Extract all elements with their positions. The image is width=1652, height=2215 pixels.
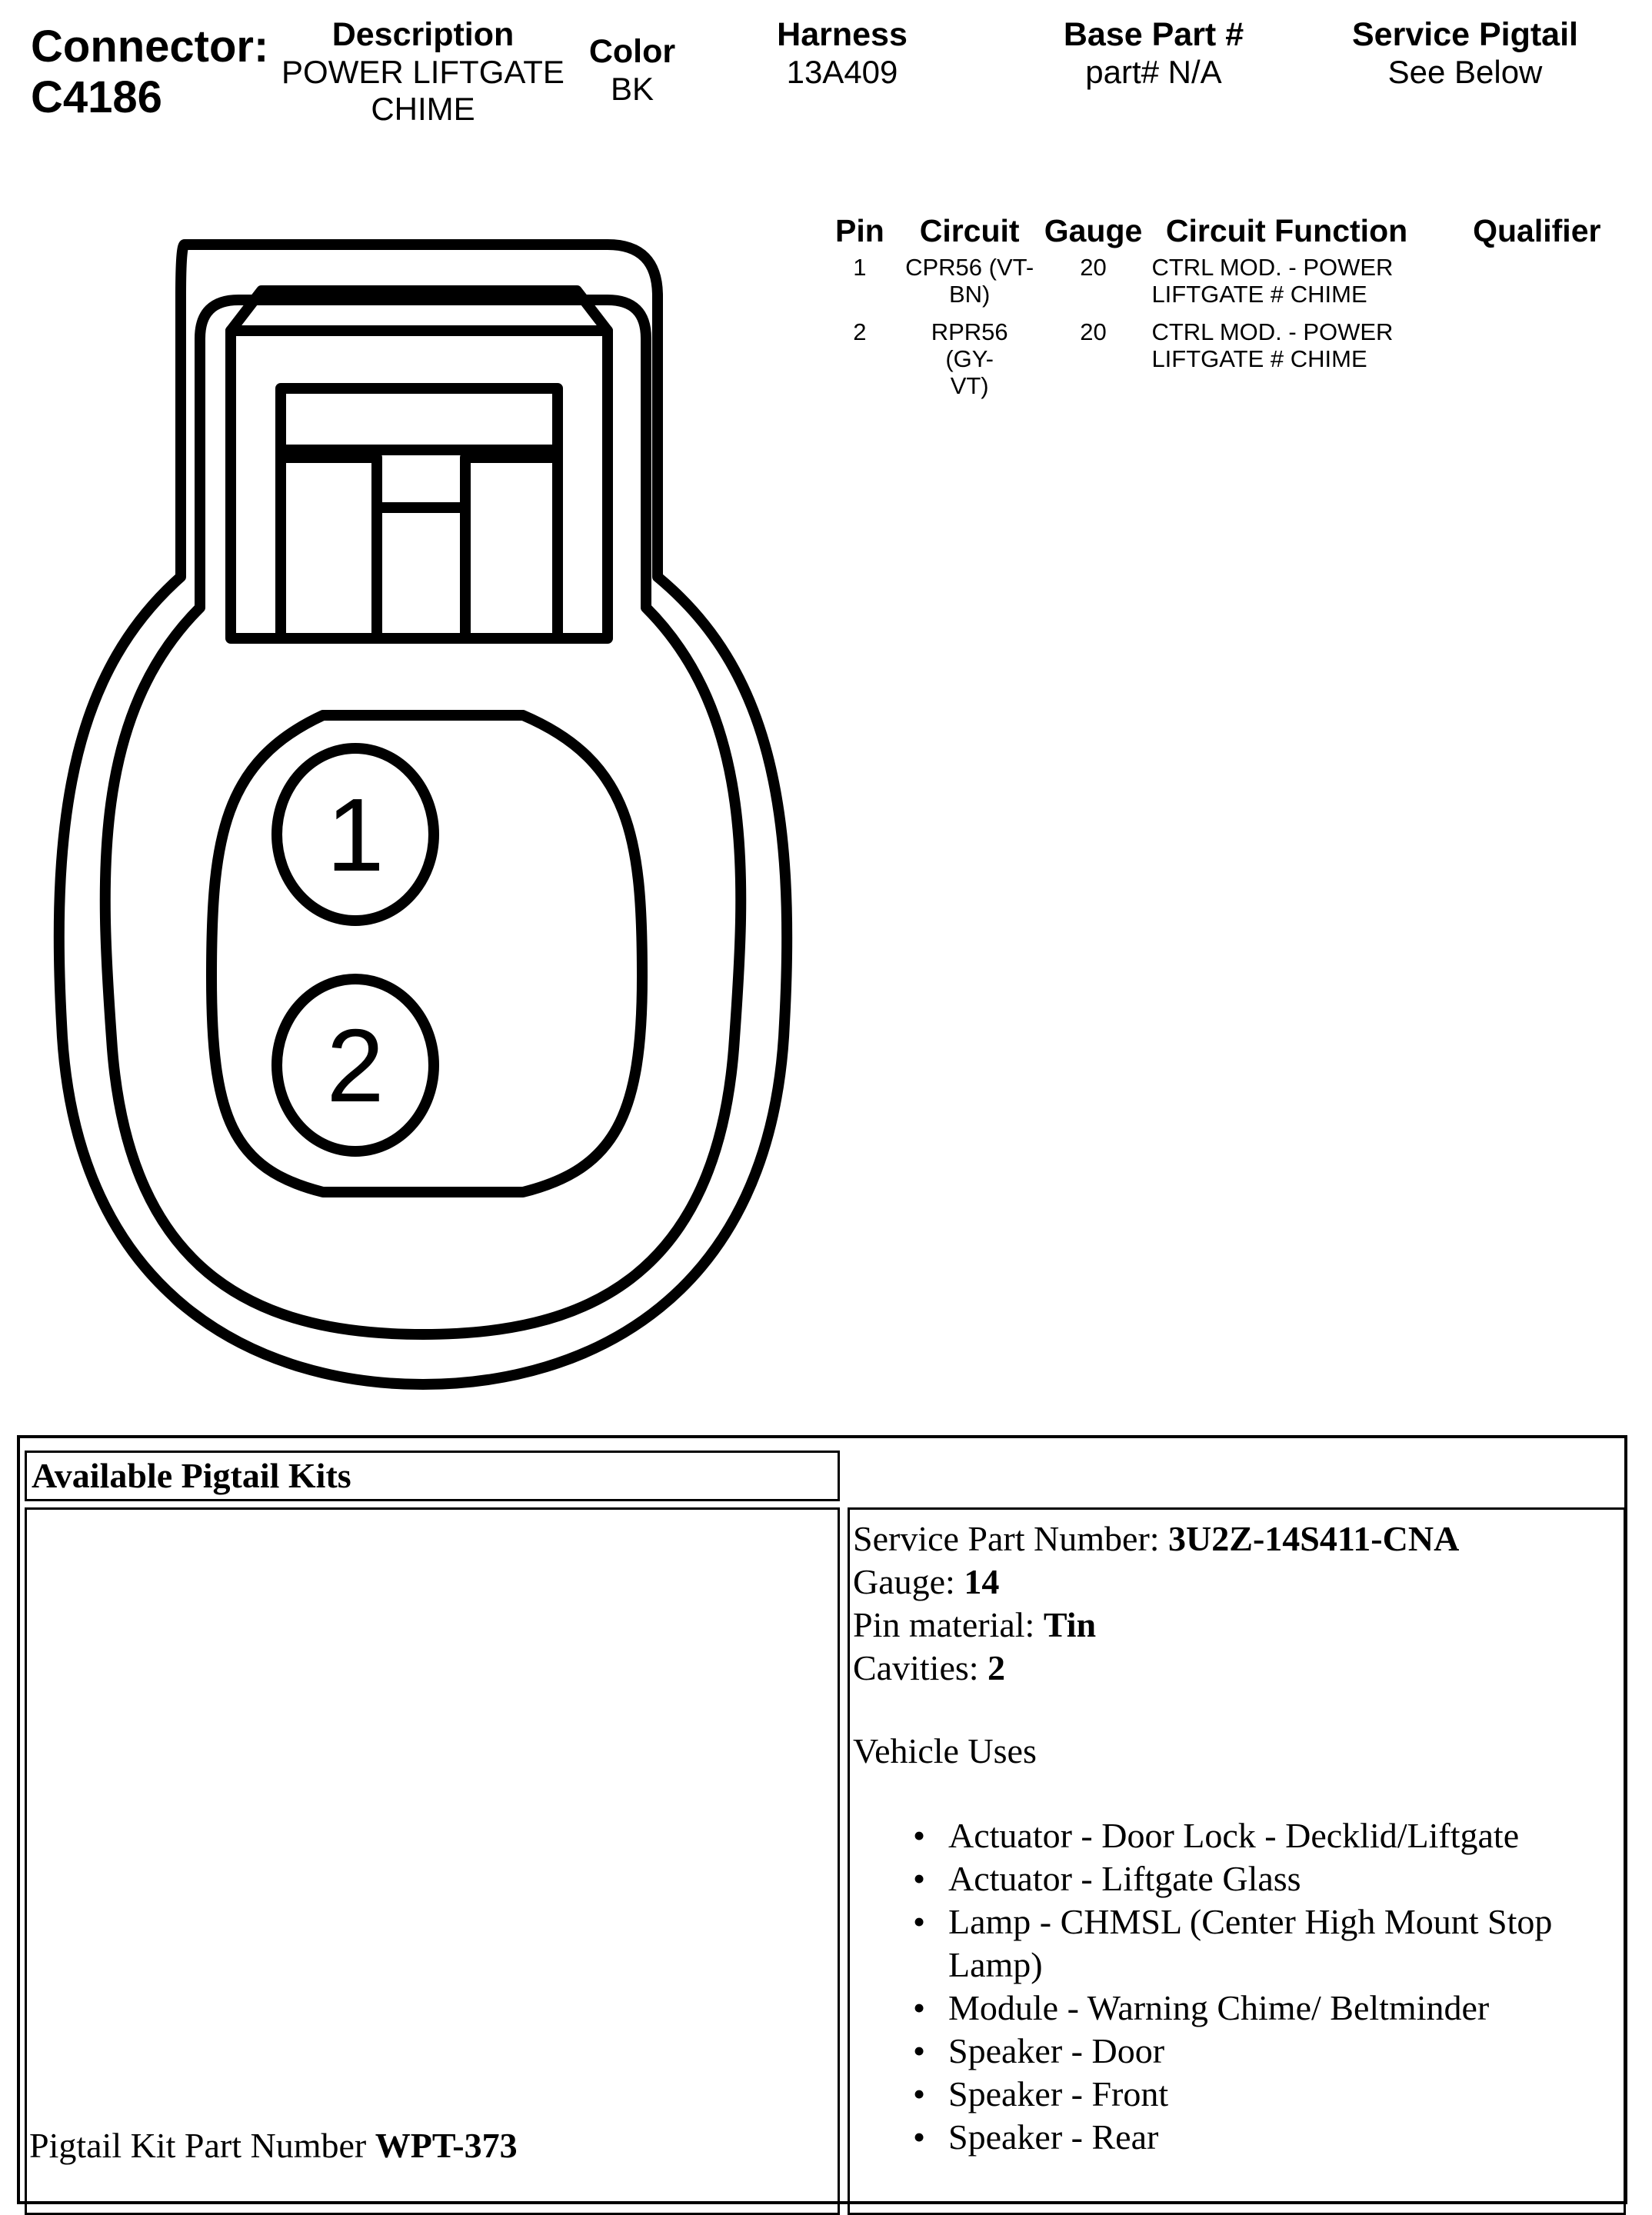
connector-label: Connector:: [31, 22, 269, 72]
pin-material-value: Tin: [1043, 1605, 1097, 1644]
function-line1: CTRL MOD. - POWER: [1151, 318, 1394, 345]
color-value: BK: [610, 71, 654, 107]
harness-value: 13A409: [786, 54, 898, 90]
circuit-cell: [904, 254, 1035, 318]
base-part-label: Base Part #: [1063, 16, 1244, 53]
kit-gauge-label: Gauge:: [853, 1562, 964, 1601]
description-label: Description: [331, 16, 515, 53]
description-value-line1: POWER LIFTGATE: [281, 54, 565, 90]
bullet-icon: •: [913, 1902, 926, 1941]
pin-number: 1: [853, 254, 867, 281]
table-row: [815, 254, 1652, 318]
pin-table-header-row: [815, 208, 1652, 254]
list-item: • Speaker - Front: [948, 2073, 1624, 2116]
latch-body: [231, 331, 608, 638]
service-part-number: [853, 1517, 1624, 1560]
pigtail-kit-image-area: [25, 1507, 840, 2215]
service-pigtail-value: See Below: [1387, 54, 1543, 90]
latch-window-lower: [281, 450, 558, 638]
service-pigtail-label: Service Pigtail: [1352, 16, 1578, 53]
circuit-cell: [904, 318, 1035, 399]
kit-gauge: [853, 1560, 1624, 1604]
circuit-line1: CPR56 (VT-: [905, 254, 1034, 281]
pin-number: 2: [853, 318, 867, 345]
list-item: • Actuator - Door Lock - Decklid/Liftgate: [948, 1814, 1624, 1857]
bullet-icon: •: [913, 1988, 926, 2027]
pin-2-label: 2: [326, 1008, 385, 1124]
color-column: [571, 32, 694, 108]
description-value-line2: CHIME: [371, 91, 475, 127]
connector-drawing: [46, 223, 800, 1400]
base-part-column: [1031, 15, 1277, 91]
function-line2: LIFTGATE # CHIME: [1151, 281, 1367, 308]
bullet-icon: •: [913, 2031, 926, 2070]
list-item: • Actuator - Liftgate Glass: [948, 1857, 1624, 1900]
bullet-icon: •: [913, 2117, 926, 2157]
circuit-line2: VT): [950, 372, 989, 399]
function-line2: LIFTGATE # CHIME: [1151, 345, 1367, 372]
harness-label: Harness: [777, 16, 908, 53]
header-pin: Pin: [834, 212, 884, 248]
vehicle-uses-list: [853, 1814, 1624, 2159]
qualifier-cell: [1422, 318, 1652, 399]
color-label: Color: [588, 33, 676, 70]
service-part-value: 3U2Z-14S411-CNA: [1168, 1519, 1460, 1558]
cavities: [853, 1647, 1624, 1690]
header-qualifier: Qualifier: [1473, 212, 1601, 248]
function-line1: CTRL MOD. - POWER: [1151, 254, 1394, 281]
circuit-line1: RPR56 (GY-: [931, 318, 1008, 372]
table-row: [815, 318, 1652, 399]
qualifier-cell: [1422, 254, 1652, 318]
bullet-icon: •: [913, 1859, 926, 1898]
service-pigtail-column: [1307, 15, 1623, 91]
function-cell: [1151, 318, 1421, 399]
connector-outer-outline: [59, 245, 787, 1384]
bullet-icon: •: [913, 1816, 926, 1855]
pigtail-kits-heading: Available Pigtail Kits: [25, 1451, 840, 1501]
cavities-label: Cavities:: [853, 1648, 988, 1687]
vehicle-uses-title: Vehicle Uses: [853, 1731, 1037, 1770]
service-part-label: Service Part Number:: [853, 1519, 1169, 1558]
kit-part-value: WPT-373: [375, 2126, 518, 2165]
header-gauge: Gauge: [1044, 212, 1143, 248]
list-item: • Speaker - Rear: [948, 2116, 1624, 2159]
gauge-cell: 20: [1080, 254, 1107, 281]
pin-material-label: Pin material:: [853, 1605, 1044, 1644]
list-item: • Module - Warning Chime/ Beltminder: [948, 1987, 1624, 2030]
circuit-line2: BN): [948, 281, 991, 308]
kit-part-number: [29, 2124, 518, 2167]
list-item: • Speaker - Door: [948, 2030, 1624, 2073]
kit-gauge-value: 14: [964, 1562, 1000, 1601]
pin-1-label: 1: [326, 777, 385, 893]
kit-part-label: Pigtail Kit Part Number: [29, 2126, 375, 2165]
pigtail-kit-details: [848, 1507, 1626, 2215]
description-column: [269, 15, 577, 128]
harness-column: [723, 15, 961, 91]
list-item: • Lamp - CHMSL (Center High Mount Stop Lamp): [913, 1902, 1553, 1984]
pin-material: [853, 1604, 1624, 1647]
connector-id: C4186: [31, 72, 162, 122]
latch-window: [281, 388, 558, 450]
base-part-value: part# N/A: [1085, 54, 1222, 90]
header-circuit: Circuit: [919, 212, 1020, 248]
gauge-cell: 20: [1080, 318, 1107, 345]
connector-title: [31, 22, 268, 123]
bullet-icon: •: [913, 2074, 926, 2113]
pin-table: [815, 208, 1652, 399]
cavities-value: 2: [988, 1648, 1006, 1687]
header-circuit-function: Circuit Function: [1165, 212, 1408, 248]
function-cell: [1151, 254, 1421, 318]
